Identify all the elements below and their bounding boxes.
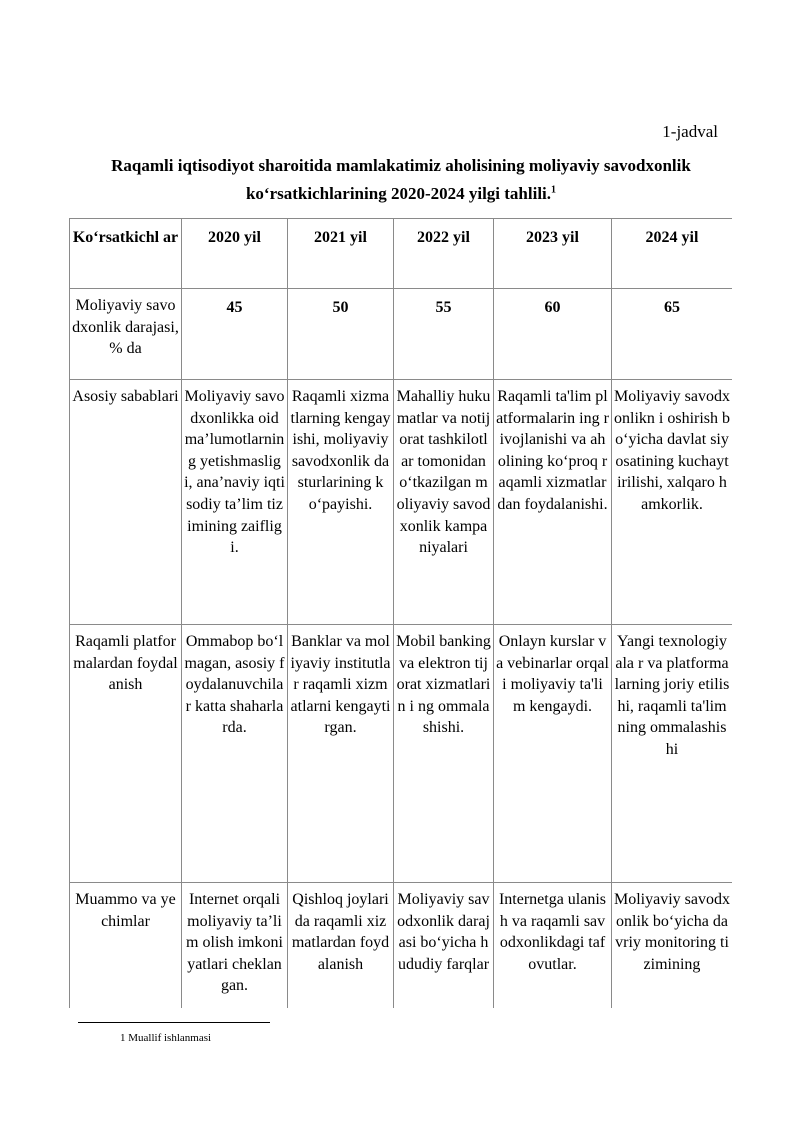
table-cell: Internet orqali moliyaviy ta’lim olish imkoniyatlari cheklangan.	[182, 883, 288, 1009]
table-cell: Moliyaviy savodxonlik darajasi bo‘yicha hududiy farqlar	[394, 883, 494, 1009]
table-cell: 50	[288, 289, 394, 380]
header-2023: 2023 yil	[494, 219, 612, 289]
row-label: Raqamli platformalardan foydalanish	[70, 625, 182, 883]
financial-literacy-table	[69, 218, 732, 1008]
header-2022: 2022 yil	[394, 219, 494, 289]
footnote-text: 1 Muallif ishlanmasi	[120, 1032, 212, 1044]
table-cell: Mahalliy hukumatlar va notijorat tashkilotlar tomonidan o‘tkazilgan moliyaviy savodxonlik kampaniyalari	[394, 380, 494, 625]
table-row-literacy-level	[70, 289, 733, 380]
table-cell: Moliyaviy savodxonlik bo‘yicha davriy monitoring tizimining	[612, 883, 733, 1009]
table-cell: Raqamli xizmatlarning kengayishi, moliyaviy savodxonlik dasturlarining ko‘payishi.	[288, 380, 394, 625]
table-cell: Mobil banking va elektron tijorat xizmatlarin i ng ommalashishi.	[394, 625, 494, 883]
table-cell: 55	[394, 289, 494, 380]
table-title	[70, 152, 732, 208]
table-cell: 65	[612, 289, 733, 380]
row-label: Muammo va yechimlar	[70, 883, 182, 1009]
row-label: Moliyaviy savodxonlik darajasi, % da	[70, 289, 182, 380]
data-table-container	[69, 218, 732, 1008]
table-number-label: 1-jadval	[662, 122, 718, 141]
table-row-main-reasons	[70, 380, 733, 625]
table-title-text: Raqamli iqtisodiyot sharoitida mamlakatimiz aholisining moliyaviy savodxonlik ko‘rsatkichlarining 2020-2024 yilgi tahlili.	[111, 156, 691, 203]
table-cell: Moliyaviy savodxonlikka oid ma’lumotlarning yetishmasligi, ana’naviy iqtisodiy ta’lim tizimining zaifligi.	[182, 380, 288, 625]
table-row-problems-solutions	[70, 883, 733, 1009]
table-cell: 60	[494, 289, 612, 380]
table-cell: Raqamli ta'lim platformalarin ing rivojlanishi va aholining ko‘proq raqamli xizmatlardan foydalanishi.	[494, 380, 612, 625]
table-cell: Yangi texnologiyala r va platformalarning joriy etilishi, raqamli ta'limning ommalashishi	[612, 625, 733, 883]
header-2024: 2024 yil	[612, 219, 733, 289]
footnote-separator	[78, 1022, 270, 1023]
table-cell: 45	[182, 289, 288, 380]
table-row-digital-platforms	[70, 625, 733, 883]
header-indicators: Ko‘rsatkichl ar	[70, 219, 182, 289]
table-cell: Onlayn kurslar va vebinarlar orqali moliyaviy ta'lim kengaydi.	[494, 625, 612, 883]
table-cell: Qishloq joylarida raqamli xizmatlardan foydalanish	[288, 883, 394, 1009]
table-header-row	[70, 219, 733, 289]
table-cell: Ommabop bo‘lmagan, asosiy foydalanuvchilar katta shaharlarda.	[182, 625, 288, 883]
title-footnote-mark: 1	[551, 184, 557, 196]
table-cell: Moliyaviy savodxonlikn i oshirish bo‘yicha davlat siyosatining kuchaytirilishi, xalqaro hamkorlik.	[612, 380, 733, 625]
table-cell: Internetga ulanish va raqamli savodxonlikdagi tafovutlar.	[494, 883, 612, 1009]
table-cell: Banklar va moliyaviy institutlar raqamli xizmatlarni kengaytirgan.	[288, 625, 394, 883]
row-label: Asosiy sabablari	[70, 380, 182, 625]
header-2021: 2021 yil	[288, 219, 394, 289]
header-2020: 2020 yil	[182, 219, 288, 289]
